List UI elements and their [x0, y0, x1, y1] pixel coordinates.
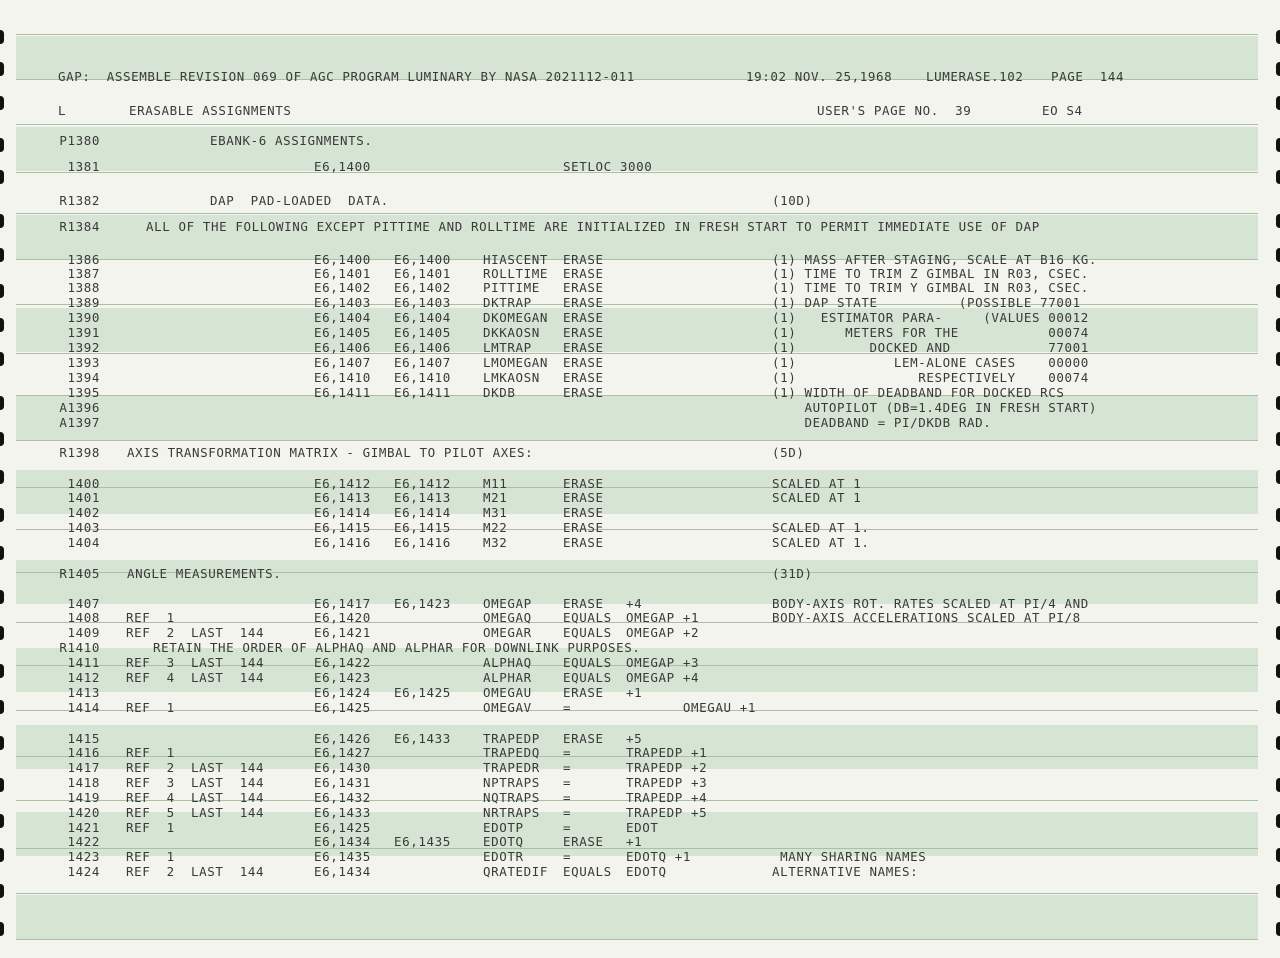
listing-label: M22: [483, 520, 508, 535]
listing-operand: +4: [626, 596, 643, 611]
listing-opcode: =: [563, 700, 572, 715]
listing-comment: (1) DAP STATE (POSSIBLE 77001: [772, 295, 1081, 310]
listing-row: [0, 253, 1280, 267]
listing-label: LMTRAP: [483, 340, 532, 355]
listing-row: [0, 536, 1280, 550]
listing-line-number: P1380: [59, 133, 100, 148]
feed-hole: [1276, 922, 1280, 936]
listing-ref-info: REF 4 LAST 144: [126, 790, 265, 805]
listing-row: [0, 746, 1280, 760]
listing-line-number: 1386: [67, 252, 100, 267]
listing-line-number: 1421: [67, 820, 100, 835]
eo-code: EO S4: [1042, 103, 1083, 118]
listing-label: OMEGAR: [483, 625, 532, 640]
listing-opcode: EQUALS: [563, 655, 612, 670]
listing-row: [0, 311, 1280, 325]
listing-address-end: E6,1425: [394, 685, 451, 700]
listing-ref-info: REF 4 LAST 144: [126, 670, 265, 685]
listing-line-number: 1389: [67, 295, 100, 310]
listing-address: E6,1415: [314, 520, 371, 535]
listing-comment: BODY-AXIS ROT. RATES SCALED AT PI/4 AND: [772, 596, 1089, 611]
assembly-title: GAP: ASSEMBLE REVISION 069 OF AGC PROGRAM LUMINARY BY NASA 2021112-011: [58, 69, 635, 84]
listing-address-end: E6,1410: [394, 370, 451, 385]
listing-line-number: 1414: [67, 700, 100, 715]
listing-operand: OMEGAU +1: [626, 700, 757, 715]
listing-label: ANGLE MEASUREMENTS.: [127, 566, 282, 581]
listing-ref-info: REF 2 LAST 144: [126, 864, 265, 879]
listing-row: [0, 194, 1280, 208]
listing-row: [0, 134, 1280, 148]
listing-line-number: R1405: [59, 566, 100, 581]
listing-label: ROLLTIME: [483, 266, 549, 281]
listing-address-end: E6,1400: [394, 252, 451, 267]
listing-opcode: ERASE: [563, 505, 604, 520]
listing-label: QRATEDIF: [483, 864, 549, 879]
listing-line-number: 1419: [67, 790, 100, 805]
listing-address-end: E6,1403: [394, 295, 451, 310]
listing-line-number: R1398: [59, 445, 100, 460]
page-number: PAGE 144: [1051, 69, 1125, 84]
listing-ref-info: REF 1: [126, 820, 175, 835]
listing-opcode: EQUALS: [563, 610, 612, 625]
listing-row: [0, 701, 1280, 715]
listing-line-number: 1388: [67, 280, 100, 295]
listing-line-number: 1413: [67, 685, 100, 700]
listing-opcode: EQUALS: [563, 625, 612, 640]
listing-comment: SCALED AT 1.: [772, 535, 870, 550]
green-band: [16, 895, 1258, 939]
listing-line-number: 1412: [67, 670, 100, 685]
listing-label: M32: [483, 535, 508, 550]
listing-operand: EDOTQ +1: [626, 849, 692, 864]
listing-label: ALL OF THE FOLLOWING EXCEPT PITTIME AND ROLLTIME ARE INITIALIZED IN FRESH START TO PERMIT IMMEDIATE USE OF DAP: [146, 219, 1040, 234]
listing-opcode: =: [563, 849, 572, 864]
listing-opcode: ERASE: [563, 295, 604, 310]
listing-row: [0, 776, 1280, 790]
listing-line-number: A1397: [59, 415, 100, 430]
listing-row: [0, 821, 1280, 835]
listing-address: E6,1404: [314, 310, 371, 325]
listing-comment: (1) ESTIMATOR PARA- (VALUES 00012: [772, 310, 1089, 325]
listing-row: [0, 686, 1280, 700]
feed-hole: [0, 30, 4, 44]
listing-opcode: ERASE: [563, 266, 604, 281]
listing-address-end: E6,1423: [394, 596, 451, 611]
listing-address-end: E6,1404: [394, 310, 451, 325]
listing-address: E6,1424: [314, 685, 371, 700]
listing-opcode: ERASE: [563, 280, 604, 295]
listing-label: DKKAOSN: [483, 325, 540, 340]
listing-label: EDOTQ: [483, 834, 524, 849]
listing-label: ALPHAQ: [483, 655, 532, 670]
listing-comment: (1) RESPECTIVELY 00074: [772, 370, 1089, 385]
listing-line-number: 1408: [67, 610, 100, 625]
listing-operand: OMEGAP +4: [626, 670, 700, 685]
listing-address: E6,1402: [314, 280, 371, 295]
listing-line-number: R1382: [59, 193, 100, 208]
listing-row: [0, 626, 1280, 640]
listing-label: TRAPEDP: [483, 731, 540, 746]
listing-row: [0, 371, 1280, 385]
listing-opcode: ERASE: [563, 520, 604, 535]
listing-ref-info: REF 1: [126, 700, 175, 715]
listing-address: E6,1423: [314, 670, 371, 685]
users-page-number: USER'S PAGE NO. 39: [817, 103, 972, 118]
listing-row: [0, 641, 1280, 655]
listing-ref-info: REF 1: [126, 610, 175, 625]
listing-address-end: E6,1405: [394, 325, 451, 340]
listing-address: E6,1417: [314, 596, 371, 611]
listing-opcode: ERASE: [563, 325, 604, 340]
band-rule: [16, 124, 1258, 125]
listing-address: E6,1400: [314, 159, 371, 174]
listing-label: PITTIME: [483, 280, 540, 295]
listing-operand: TRAPEDP +4: [626, 790, 708, 805]
listing-address: E6,1420: [314, 610, 371, 625]
listing-address: E6,1432: [314, 790, 371, 805]
listing-opcode: ERASE: [563, 340, 604, 355]
listing-operand: TRAPEDP +2: [626, 760, 708, 775]
listing-opcode: ERASE: [563, 385, 604, 400]
listing-address: E6,1435: [314, 849, 371, 864]
listing-ref-info: REF 2 LAST 144: [126, 625, 265, 640]
listing-comment: (1) METERS FOR THE 00074: [772, 325, 1089, 340]
listing-row: [0, 761, 1280, 775]
listing-operand: +1: [626, 685, 643, 700]
listing-address: E6,1422: [314, 655, 371, 670]
listing-label: M31: [483, 505, 508, 520]
listing-label: HIASCENT: [483, 252, 549, 267]
listing-ref-info: REF 3 LAST 144: [126, 655, 265, 670]
listing-line-number: 1395: [67, 385, 100, 400]
listing-operand: TRAPEDP +5: [626, 805, 708, 820]
listing-address: E6,1426: [314, 731, 371, 746]
print-timestamp: 19:02 NOV. 25,1968: [746, 69, 893, 84]
listing-address: E6,1430: [314, 760, 371, 775]
listing-operand: TRAPEDP +1: [626, 745, 708, 760]
listing-line-number: 1424: [67, 864, 100, 879]
listing-row: [0, 865, 1280, 879]
listing-address: E6,1414: [314, 505, 371, 520]
file-name: LUMERASE.102: [926, 69, 1024, 84]
listing-line-number: 1418: [67, 775, 100, 790]
listing-line-number: 1403: [67, 520, 100, 535]
listing-label: EDOTP: [483, 820, 524, 835]
listing-row: [0, 791, 1280, 805]
listing-opcode: ERASE: [563, 355, 604, 370]
listing-row: [0, 446, 1280, 460]
listing-address: E6,1427: [314, 745, 371, 760]
listing-comment: (1) LEM-ALONE CASES 00000: [772, 355, 1089, 370]
listing-label: TRAPEDR: [483, 760, 540, 775]
listing-row: [0, 567, 1280, 581]
listing-row: [0, 597, 1280, 611]
listing-operand: OMEGAP +2: [626, 625, 700, 640]
feed-hole: [1276, 884, 1280, 898]
listing-row: [0, 267, 1280, 281]
listing-address-end: E6,1402: [394, 280, 451, 295]
listing-row: [0, 296, 1280, 310]
listing-row: [0, 671, 1280, 685]
listing-operand: OMEGAP +3: [626, 655, 700, 670]
feed-hole: [1276, 432, 1280, 446]
listing-opcode: ERASE: [563, 310, 604, 325]
listing-address-end: E6,1406: [394, 340, 451, 355]
listing-line-number: 1387: [67, 266, 100, 281]
listing-label: LMOMEGAN: [483, 355, 549, 370]
listing-address: E6,1433: [314, 805, 371, 820]
listing-address: E6,1416: [314, 535, 371, 550]
listing-opcode: =: [563, 805, 572, 820]
listing-comment: DEADBAND = PI/DKDB RAD.: [772, 415, 992, 430]
listing-line-number: 1407: [67, 596, 100, 611]
listing-line-number: 1392: [67, 340, 100, 355]
header-line-1: [0, 70, 1280, 84]
listing-label: LMKAOSN: [483, 370, 540, 385]
listing-opcode: EQUALS: [563, 864, 612, 879]
listing-address: E6,1421: [314, 625, 371, 640]
listing-label: AXIS TRANSFORMATION MATRIX - GIMBAL TO PILOT AXES:: [127, 445, 534, 460]
listing-label: RETAIN THE ORDER OF ALPHAQ AND ALPHAR FOR DOWNLINK PURPOSES.: [153, 640, 641, 655]
listing-address: E6,1413: [314, 490, 371, 505]
header-line-2: [0, 104, 1280, 118]
listing-address-end: E6,1415: [394, 520, 451, 535]
listing-address: E6,1425: [314, 700, 371, 715]
listing-row: [0, 401, 1280, 415]
listing-comment: SCALED AT 1: [772, 476, 862, 491]
listing-comment: (1) TIME TO TRIM Y GIMBAL IN R03, CSEC.: [772, 280, 1089, 295]
listing-label: EDOTR: [483, 849, 524, 864]
listing-ref-info: REF 1: [126, 745, 175, 760]
listing-opcode: =: [563, 745, 572, 760]
listing-operand: +5: [626, 731, 643, 746]
listing-address: E6,1425: [314, 820, 371, 835]
listing-row: [0, 656, 1280, 670]
listing-opcode: =: [563, 790, 572, 805]
listing-row: [0, 281, 1280, 295]
listing-opcode: ERASE: [563, 252, 604, 267]
listing-opcode: ERASE: [563, 731, 604, 746]
listing-address: E6,1405: [314, 325, 371, 340]
band-rule: [16, 939, 1258, 940]
listing-line-number: R1410: [59, 640, 100, 655]
listing-opcode: ERASE: [563, 370, 604, 385]
listing-comment: SCALED AT 1: [772, 490, 862, 505]
listing-operand: TRAPEDP +3: [626, 775, 708, 790]
listing-comment: (1) TIME TO TRIM Z GIMBAL IN R03, CSEC.: [772, 266, 1089, 281]
listing-opcode: ERASE: [563, 596, 604, 611]
listing-label: ALPHAR: [483, 670, 532, 685]
listing-label: M21: [483, 490, 508, 505]
listing-address-end: E6,1401: [394, 266, 451, 281]
listing-address: E6,1406: [314, 340, 371, 355]
listing-row: [0, 806, 1280, 820]
listing-operand: EDOTQ: [626, 864, 667, 879]
listing-row: [0, 326, 1280, 340]
band-rule: [16, 440, 1258, 441]
listing-address: E6,1412: [314, 476, 371, 491]
listing-ref-info: REF 2 LAST 144: [126, 760, 265, 775]
listing-row: [0, 341, 1280, 355]
listing-address-end: E6,1412: [394, 476, 451, 491]
listing-row: [0, 611, 1280, 625]
listing-address: E6,1434: [314, 864, 371, 879]
listing-opcode: EQUALS: [563, 670, 612, 685]
listing-label: NPTRAPS: [483, 775, 540, 790]
listing-opcode: ERASE: [563, 535, 604, 550]
listing-address-end: E6,1411: [394, 385, 451, 400]
listing-address: E6,1431: [314, 775, 371, 790]
listing-line-number: 1411: [67, 655, 100, 670]
listing-opcode: =: [563, 760, 572, 775]
listing-row: [0, 386, 1280, 400]
listing-line-number: 1417: [67, 760, 100, 775]
listing-opcode: ERASE: [563, 490, 604, 505]
listing-label: NQTRAPS: [483, 790, 540, 805]
listing-address: E6,1407: [314, 355, 371, 370]
listing-comment: (5D): [772, 445, 805, 460]
feed-hole: [1276, 30, 1280, 44]
listing-opcode: ERASE: [563, 685, 604, 700]
listing-comment: ALTERNATIVE NAMES:: [772, 864, 919, 879]
listing-line-number: 1401: [67, 490, 100, 505]
listing-row: [0, 477, 1280, 491]
listing-label: DKDB: [483, 385, 516, 400]
listing-opcode: ERASE: [563, 834, 604, 849]
listing-label: OMEGAP: [483, 596, 532, 611]
listing-line-number: 1423: [67, 849, 100, 864]
listing-ref-info: REF 5 LAST 144: [126, 805, 265, 820]
listing-address-end: E6,1416: [394, 535, 451, 550]
listing-address: E6,1410: [314, 370, 371, 385]
listing-opcode: =: [563, 820, 572, 835]
listing-label: DAP PAD-LOADED DATA.: [210, 193, 389, 208]
listing-address: E6,1434: [314, 834, 371, 849]
listing-row: [0, 506, 1280, 520]
section-title: ERASABLE ASSIGNMENTS: [129, 103, 292, 118]
listing-comment: BODY-AXIS ACCELERATIONS SCALED AT PI/8: [772, 610, 1081, 625]
feed-hole: [0, 922, 4, 936]
listing-label: OMEGAV: [483, 700, 532, 715]
listing-row: [0, 732, 1280, 746]
listing-marker: L: [58, 103, 67, 118]
listing-line-number: 1415: [67, 731, 100, 746]
listing-line-number: 1390: [67, 310, 100, 325]
listing-opcode: SETLOC 3000: [563, 159, 653, 174]
listing-line-number: 1422: [67, 834, 100, 849]
listing-comment: MANY SHARING NAMES: [772, 849, 927, 864]
band-rule: [16, 213, 1258, 214]
listing-opcode: ERASE: [563, 476, 604, 491]
listing-row: [0, 835, 1280, 849]
listing-opcode: =: [563, 775, 572, 790]
listing-label: TRAPEDQ: [483, 745, 540, 760]
listing-address-end: E6,1435: [394, 834, 451, 849]
listing-operand: OMEGAP +1: [626, 610, 700, 625]
listing-line-number: 1402: [67, 505, 100, 520]
band-rule: [16, 893, 1258, 894]
listing-line-number: 1409: [67, 625, 100, 640]
listing-line-number: R1384: [59, 219, 100, 234]
feed-hole: [0, 432, 4, 446]
listing-line-number: 1391: [67, 325, 100, 340]
listing-label: DKOMEGAN: [483, 310, 549, 325]
listing-line-number: 1420: [67, 805, 100, 820]
listing-label: OMEGAQ: [483, 610, 532, 625]
listing-address: E6,1401: [314, 266, 371, 281]
listing-row: [0, 416, 1280, 430]
listing-address-end: E6,1433: [394, 731, 451, 746]
listing-line-number: 1381: [67, 159, 100, 174]
listing-comment: (31D): [772, 566, 813, 581]
listing-label: EBANK-6 ASSIGNMENTS.: [210, 133, 373, 148]
listing-row: [0, 356, 1280, 370]
listing-row: [0, 220, 1280, 234]
listing-comment: (10D): [772, 193, 813, 208]
listing-row: [0, 491, 1280, 505]
listing-address-end: E6,1413: [394, 490, 451, 505]
listing-row: [0, 850, 1280, 864]
listing-address: E6,1403: [314, 295, 371, 310]
listing-operand: EDOT: [626, 820, 659, 835]
listing-operand: +1: [626, 834, 643, 849]
listing-label: OMEGAU: [483, 685, 532, 700]
listing-line-number: 1400: [67, 476, 100, 491]
listing-comment: (1) DOCKED AND 77001: [772, 340, 1089, 355]
listing-comment: SCALED AT 1.: [772, 520, 870, 535]
listing-row: [0, 160, 1280, 174]
listing-label: NRTRAPS: [483, 805, 540, 820]
listing-comment: AUTOPILOT (DB=1.4DEG IN FRESH START): [772, 400, 1098, 415]
listing-row: [0, 521, 1280, 535]
listing-address: E6,1400: [314, 252, 371, 267]
listing-label: DKTRAP: [483, 295, 532, 310]
listing-line-number: 1393: [67, 355, 100, 370]
listing-ref-info: REF 3 LAST 144: [126, 775, 265, 790]
listing-label: M11: [483, 476, 508, 491]
listing-line-number: 1394: [67, 370, 100, 385]
listing-comment: (1) WIDTH OF DEADBAND FOR DOCKED RCS: [772, 385, 1065, 400]
feed-hole: [0, 884, 4, 898]
listing-line-number: 1416: [67, 745, 100, 760]
listing-address-end: E6,1414: [394, 505, 451, 520]
band-rule: [16, 34, 1258, 35]
listing-comment: (1) MASS AFTER STAGING, SCALE AT B16 KG.: [772, 252, 1098, 267]
listing-ref-info: REF 1: [126, 849, 175, 864]
listing-address: E6,1411: [314, 385, 371, 400]
listing-line-number: A1396: [59, 400, 100, 415]
listing-address-end: E6,1407: [394, 355, 451, 370]
listing-line-number: 1404: [67, 535, 100, 550]
